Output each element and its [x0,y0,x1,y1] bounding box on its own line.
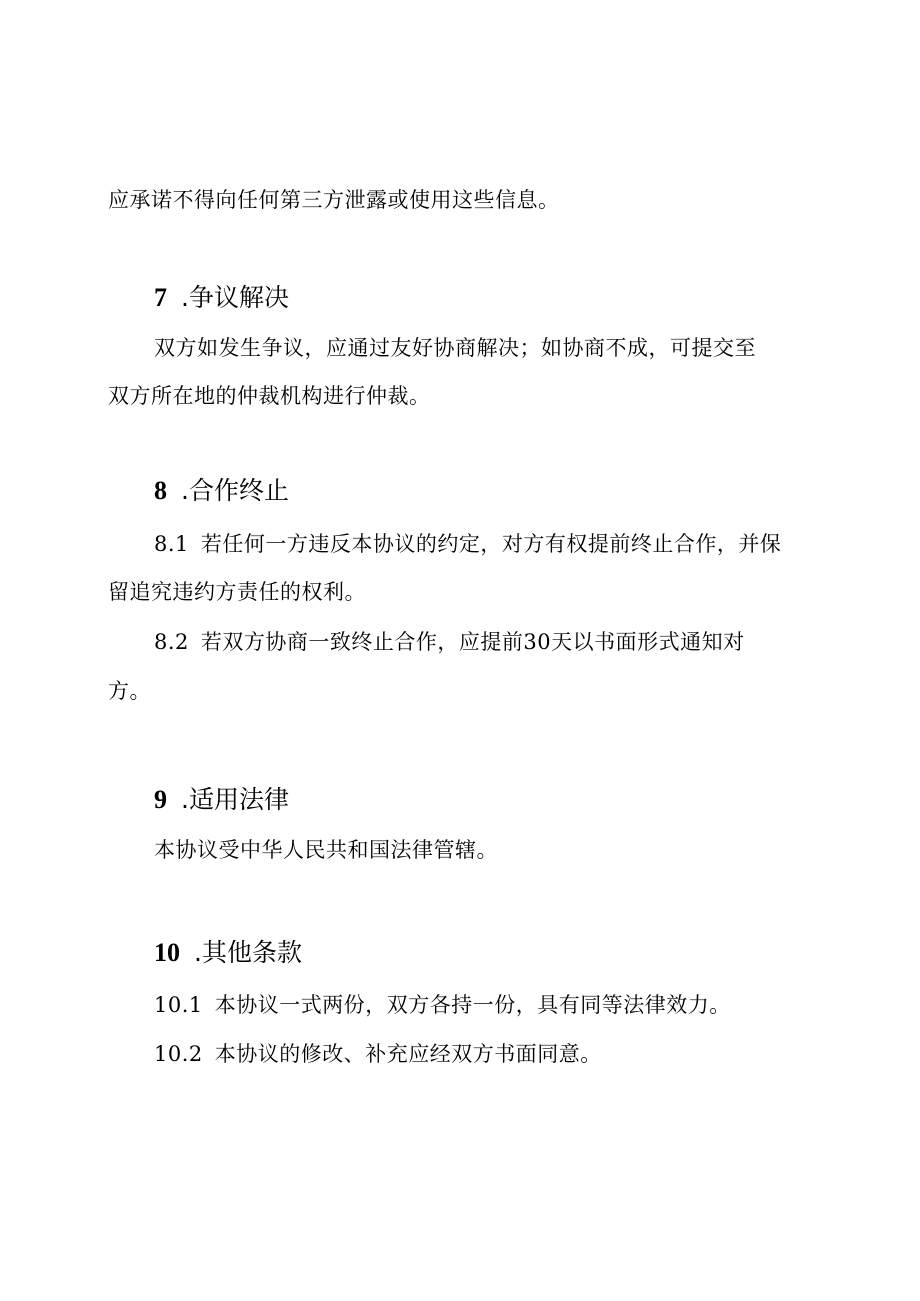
section-number: 9 [154,785,167,814]
clause-number: 8.1 [154,532,189,556]
paragraph-line: 本协议受中华人民共和国法律管辖。 [154,838,498,862]
section-title: .合作终止 [181,476,289,505]
section-heading-9 [154,784,289,816]
clause-line [154,991,731,1019]
paragraph-line: 双方如发生争议，应通过友好协商解决；如协商不成，可提交至 [154,336,756,360]
section-heading-8 [154,475,289,507]
clause-number: 8.2 [154,630,189,654]
section-heading-7 [154,282,289,314]
clause-text: 本协议的修改、补充应经双方书面同意。 [214,1042,602,1066]
section-number: 8 [154,476,167,505]
clause-text: 本协议一式两份，双方各持一份，具有同等法律效力。 [214,993,731,1017]
paragraph-line: 方。 [108,679,151,703]
section-number: 10 [154,938,180,967]
section-title: .其他条款 [194,938,302,967]
clause-line [154,628,745,656]
section-number: 7 [154,283,167,312]
paragraph-line: 应承诺不得向任何第三方泄露或使用这些信息。 [108,188,560,212]
clause-line [154,530,781,558]
section-title: .适用法律 [181,785,289,814]
clause-text: 若任何一方违反本协议的约定，对方有权提前终止合作，并保 [200,532,782,556]
clause-text: 若双方协商一致终止合作，应提前30天以书面形式通知对 [200,630,745,654]
section-heading-10 [154,937,302,969]
clause-number: 10.2 [154,1042,203,1066]
section-title: .争议解决 [181,283,289,312]
paragraph-line: 留追究违约方责任的权利。 [108,580,366,604]
clause-line [154,1040,602,1068]
paragraph-line: 双方所在地的仲裁机构进行仲裁。 [108,384,431,408]
clause-number: 10.1 [154,993,203,1017]
